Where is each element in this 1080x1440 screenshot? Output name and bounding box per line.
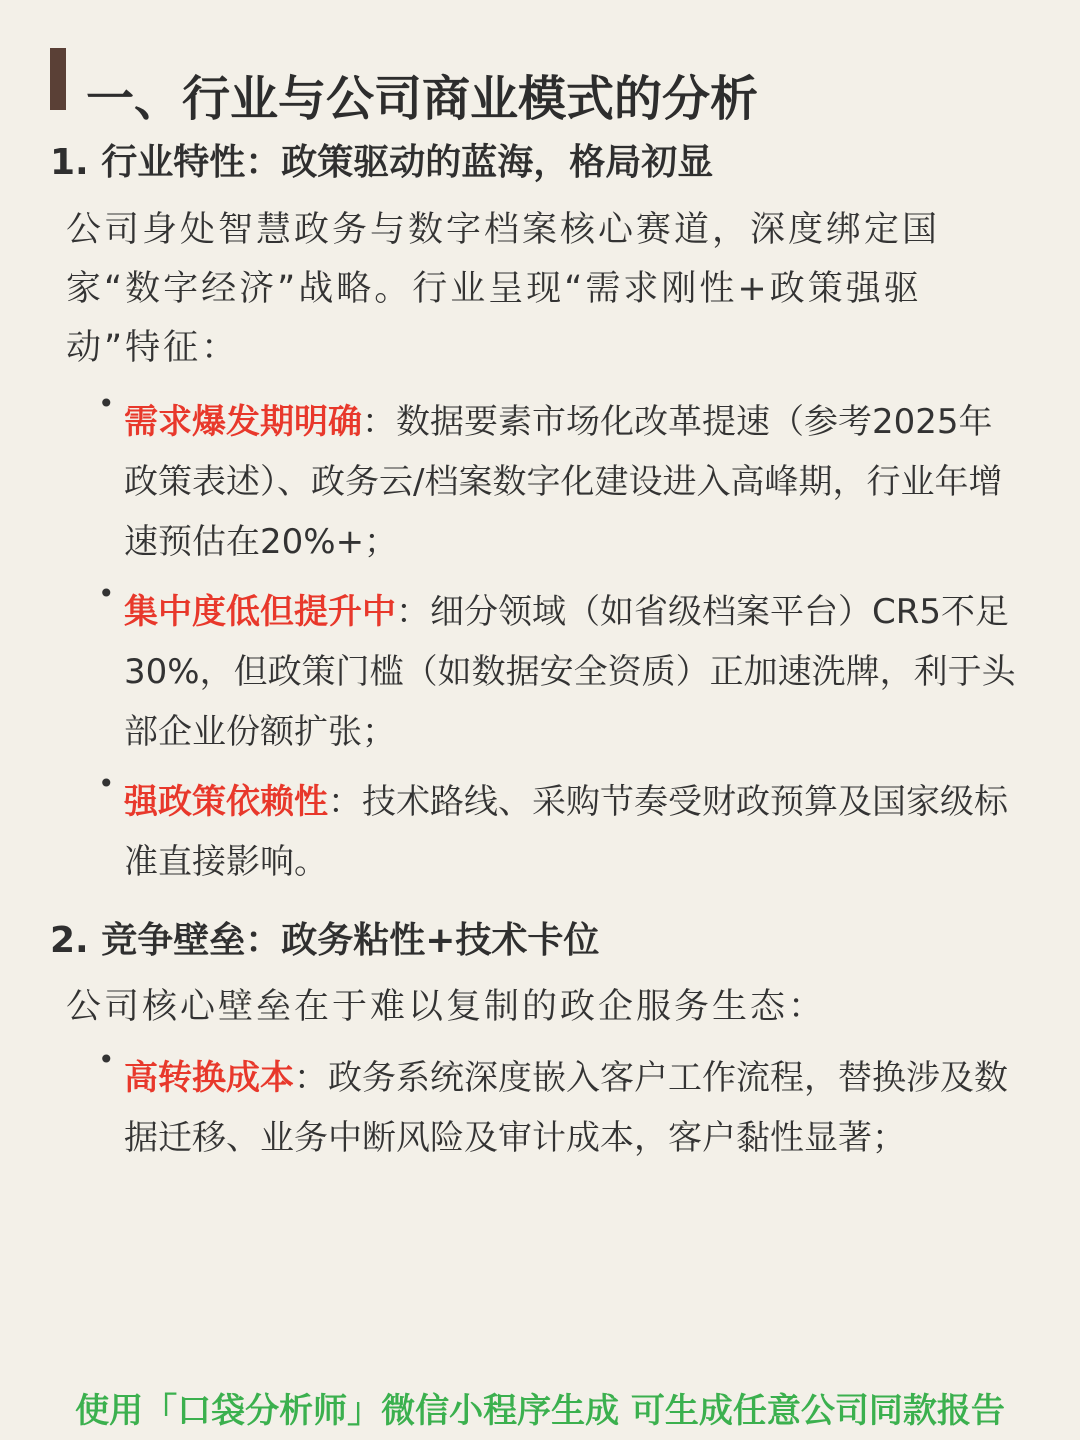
section-1-bullet-list: [0, 387, 1080, 902]
bullet-dot-icon: •: [98, 387, 115, 420]
list-item: [0, 767, 1024, 892]
section-2-intro: 公司核心壁垒在于难以复制的政企服务生态：: [66, 987, 827, 1027]
page-title: 一、行业与公司商业模式的分析: [86, 71, 759, 127]
bullet-dot-icon: •: [98, 767, 115, 800]
bullet-text: ：数据要素市场化改革提速（参考2025年政策表述）、政务云/档案数字化建设进入高峰期，行业年增速预估在20%+；: [124, 402, 1003, 562]
bullet-term: 需求爆发期明确: [124, 402, 362, 442]
section-1-heading: 1. 行业特性：政策驱动的蓝海，格局初显: [50, 142, 714, 183]
section-1-intro: 公司身处智慧政务与数字档案核心赛道，深度绑定国家“数字经济”战略。行业呈现“需求刚性+政策强驱动”特征：: [66, 210, 941, 368]
bullet-term: 强政策依赖性: [124, 782, 328, 822]
title-accent-bar: [50, 48, 66, 110]
bullet-dot-icon: •: [98, 1043, 115, 1076]
bullet-text: ：细分领域（如省级档案平台）CR5不足30%，但政策门槛（如数据安全资质）正加速洗牌，利于头部企业份额扩张；: [124, 592, 1016, 752]
footer-promo-text: 使用「口袋分析师」微信小程序生成 可生成任意公司同款报告: [75, 1391, 1005, 1431]
bullet-dot-icon: •: [98, 577, 115, 610]
list-item: [0, 1043, 1024, 1168]
bullet-term: 高转换成本: [124, 1058, 294, 1098]
list-item: [0, 577, 1024, 762]
bullet-text: ：技术路线、采购节奏受财政预算及国家级标准直接影响。: [124, 782, 1008, 882]
section-2-heading: 2. 竞争壁垒：政务粘性+技术卡位: [50, 920, 600, 961]
bullet-term: 集中度低但提升中: [124, 592, 396, 632]
section-2-bullet-list: [0, 1043, 1080, 1178]
list-item: [0, 387, 1024, 572]
bullet-text: ：政务系统深度嵌入客户工作流程，替换涉及数据迁移、业务中断风险及审计成本，客户黏性显著；: [124, 1058, 1008, 1158]
